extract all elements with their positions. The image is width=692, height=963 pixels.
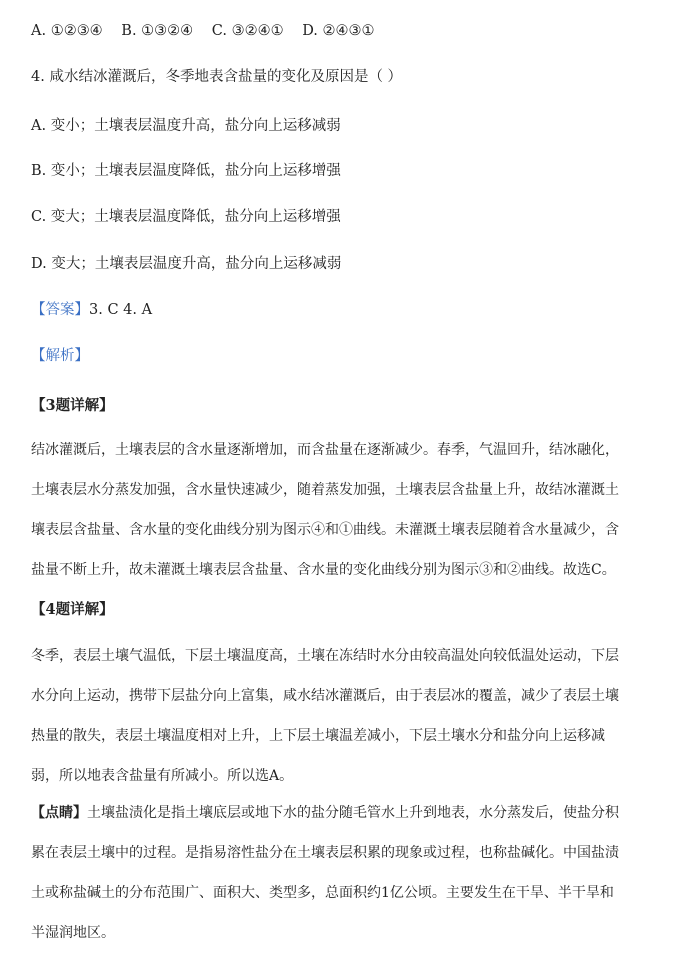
q4-detail-title: 【4题详解】 [31, 601, 114, 618]
answer-line [31, 300, 152, 320]
q4-option-c[interactable]: C. 变大；土壤表层温度降低，盐分向上运移增强 [31, 209, 341, 225]
q4-detail-line: 热量的散失，表层土壤温度相对上升，上下层土壤温差减小，下层土壤水分和盐分向上运移减 [31, 728, 605, 744]
q4-detail-line: 水分向上运动，携带下层盐分向上富集，咸水结冰灌溉后，由于表层冰的覆盖，减少了表层土壤 [31, 688, 619, 704]
tip-line: 土或称盐碱土的分布范围广、面积大、类型多，总面积约1亿公顷。主要发生在干旱、半干旱和 [31, 885, 614, 901]
q3-detail-line: 结冰灌溉后，土壤表层的含水量逐渐增加，而含盐量在逐渐减少。春季，气温回升，结冰融化， [31, 442, 619, 458]
q4-detail-line: 冬季，表层土壤气温低，下层土壤温度高，土壤在冻结时水分由较高温处向较低温处运动，下层 [31, 648, 619, 664]
q3-option-c[interactable]: C. ③②④① [211, 23, 284, 39]
q4-option-b[interactable]: B. 变小；土壤表层温度降低，盐分向上运移增强 [31, 163, 341, 179]
q3-options [31, 21, 389, 41]
q4-detail-body [31, 646, 667, 806]
q3-option-b[interactable]: B. ①③②④ [121, 23, 194, 39]
q4-option-a[interactable]: A. 变小；土壤表层温度升高，盐分向上运移减弱 [31, 118, 341, 134]
q4-stem: 4. 咸水结冰灌溉后，冬季地表含盐量的变化及原因是（ ） [31, 69, 403, 85]
tip-line: 累在表层土壤中的过程。是指易溶性盐分在土壤表层积累的现象或过程，也称盐碱化。中国盐渍 [31, 845, 619, 861]
answer-text: 3. C 4. A [89, 302, 153, 318]
q3-detail-title: 【3题详解】 [31, 397, 114, 414]
q4-option-d[interactable]: D. 变大；土壤表层温度升高，盐分向上运移减弱 [31, 256, 342, 272]
q3-option-d[interactable]: D. ②④③① [302, 23, 375, 39]
q3-option-a[interactable]: A. ①②③④ [31, 23, 103, 39]
q3-detail-line: 盐量不断上升，故未灌溉土壤表层含盐量、含水量的变化曲线分别为图示③和②曲线。故选C。 [31, 562, 616, 578]
q3-detail-line: 壤表层含盐量、含水量的变化曲线分别为图示④和①曲线。未灌溉土壤表层随着含水量减少，含 [31, 522, 619, 538]
answer-tag: 【答案】 [31, 302, 89, 318]
tip-first-text: 土壤盐渍化是指土壤底层或地下水的盐分随毛管水上升到地表，水分蒸发后，使盐分积 [87, 805, 619, 821]
q3-detail-body [31, 440, 667, 600]
tip-line: 半湿润地区。 [31, 925, 115, 941]
tip-tag: 【点睛】 [31, 805, 87, 821]
tip-first-line [31, 803, 667, 843]
q4-detail-line: 弱，所以地表含盐量有所减小。所以选A。 [31, 768, 294, 784]
analysis-tag: 【解析】 [31, 348, 89, 364]
tip-body [31, 803, 667, 963]
q3-detail-line: 土壤表层水分蒸发加强，含水量快速减少，随着蒸发加强，土壤表层含盐量上升，故结冰灌溉土 [31, 482, 619, 498]
